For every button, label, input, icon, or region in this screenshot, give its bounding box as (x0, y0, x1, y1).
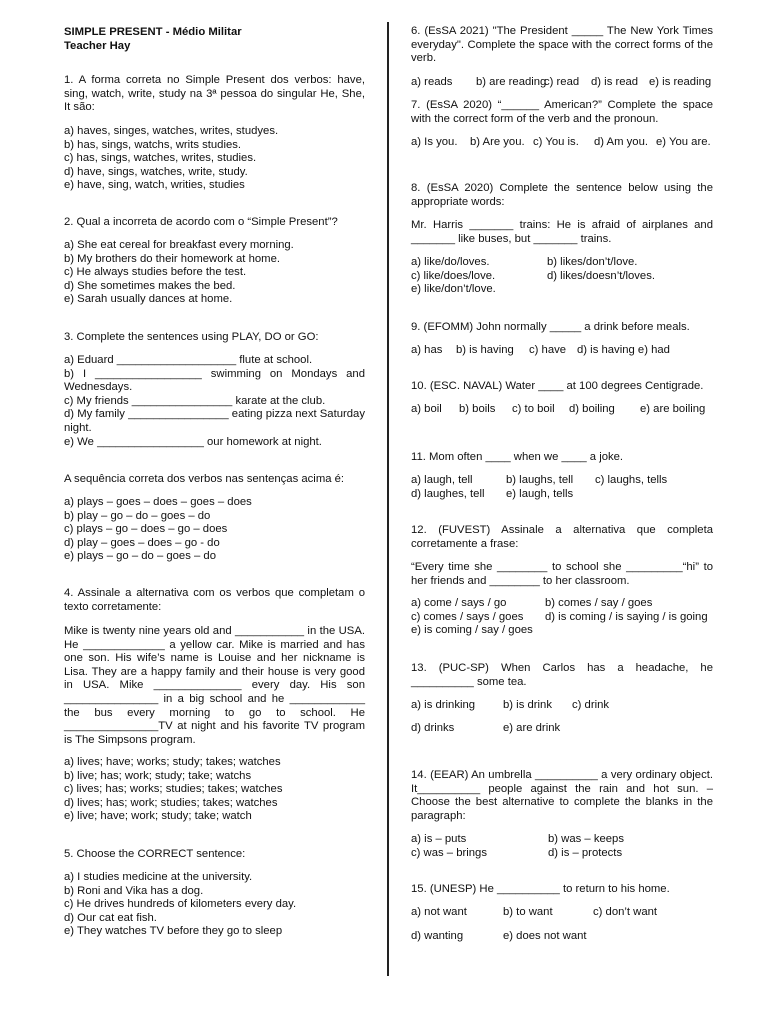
question-prompt: 14. (EEAR) An umbrella __________ a very ordinary object. It__________ people against the rain and hot sun. – Choose the best alternative to complete the blanks in the paragraph: (411, 769, 713, 822)
option: a) boil (411, 403, 442, 415)
option: b) boils (459, 403, 496, 415)
passage-text: Mr. Harris _______ trains: He is afraid of airplanes and _______ like buses, but _______ trains. (411, 219, 713, 245)
option: e) like/don’t/love. (411, 283, 496, 296)
question-12 (411, 524, 713, 551)
question-4-options (64, 756, 365, 824)
option: b) My brothers do their homework at home. (64, 252, 280, 265)
passage-text: Mike is twenty nine years old and ___________ in the USA. He _____________ a yellow car. Mike is married and has one son. His wife’s name is Louise and her nickname is Lisa. They are a happy family and their house is very good in USA. Mike ______________ every day. His son _______________ in a big school and he ____________ the bus every morning to go to school. He _______________TV at night and his favorite TV program is The Simpsons program. (64, 625, 365, 746)
option: a) not want (411, 906, 467, 918)
question-3-options (64, 496, 365, 564)
option: e) plays – go – do – goes – do (64, 550, 216, 563)
options-row (411, 488, 713, 502)
options-row (411, 699, 713, 713)
question-15 (411, 883, 713, 897)
option: e) You are. (656, 136, 711, 148)
option: d) is coming / is saying / is going (545, 610, 708, 623)
option: a) like/do/loves. (411, 256, 490, 268)
column-divider (387, 22, 389, 976)
option: e) is reading (649, 76, 712, 88)
question-prompt: 7. (EsSA 2020) “______ American?” Complete the space with the correct form of the verb and the pronoun. (411, 99, 713, 125)
question-prompt: 5. Choose the CORRECT sentence: (64, 848, 246, 860)
question-prompt: 10. (ESC. NAVAL) Water ____ at 100 degrees Centigrade. (411, 380, 704, 392)
option: c) like/does/love. (411, 269, 496, 282)
question-5-options (64, 871, 365, 939)
option: a) haves, singes, watches, writes, studyes. (64, 125, 279, 137)
option: d) She sometimes makes the bed. (64, 279, 236, 292)
options-row (411, 847, 713, 861)
sentence: b) I _________________ swimming on Mondays and Wednesdays. (64, 367, 365, 394)
option: a) She eat cereal for breakfast every morning. (64, 239, 294, 251)
question-prompt: 13. (PUC-SP) When Carlos has a headache, he __________ some tea. (411, 662, 713, 688)
option: c) comes / says / goes (411, 610, 524, 623)
option: d) boiling (569, 403, 615, 415)
option: e) Sarah usually dances at home. (64, 293, 233, 306)
option: e) have, sing, watch, writies, studies (64, 179, 245, 192)
option: b) is having (456, 344, 514, 356)
option: d) lives; has; work; studies; takes; watches (64, 796, 278, 809)
option: d) Am you. (594, 136, 648, 148)
question-9-options (411, 344, 713, 358)
question-9 (411, 321, 713, 335)
option: b) was – keeps (548, 833, 624, 845)
option: d) drinks (411, 721, 455, 734)
option: c) He drives hundreds of kilometers every day. (64, 898, 297, 911)
question-13 (411, 662, 713, 689)
question-4 (64, 587, 365, 614)
option: b) has, sings, watchs, writs studies. (64, 138, 242, 151)
option: e) They watches TV before they go to sleep (64, 925, 283, 938)
option: a) Is you. (411, 136, 458, 148)
question-10-options (411, 403, 713, 417)
options-row (411, 344, 713, 358)
question-4-text (64, 625, 365, 747)
passage-text: “Every time she ________ to school she _________“hi” to her friends and ________ to her classroom. (411, 561, 713, 587)
option: d) is read (591, 76, 639, 88)
question-14-options (411, 833, 713, 860)
sentence: d) My family ________________ eating pizza next Saturday night. (64, 408, 365, 434)
question-10 (411, 380, 713, 394)
option: e) is coming / say / goes (411, 624, 533, 637)
option: a) plays – goes – does – goes – does (64, 496, 252, 508)
question-prompt: 3. Complete the sentences using PLAY, DO or GO: (64, 331, 319, 343)
option: d) play – goes – does – go - do (64, 536, 220, 549)
question-prompt: 11. Mom often ____ when we ____ a joke. (411, 451, 624, 463)
question-2-options (64, 239, 365, 307)
option: e) laugh, tells (506, 487, 574, 500)
option: d) laughes, tell (411, 487, 485, 500)
option: e) are drink (503, 721, 561, 734)
options-row (411, 283, 713, 297)
question-8-options (411, 256, 713, 297)
question-prompt: 15. (UNESP) He __________ to return to his home. (411, 883, 670, 895)
options-row (411, 474, 713, 488)
option: b) Are you. (470, 136, 525, 148)
options-row (411, 256, 713, 270)
question-7 (411, 99, 713, 126)
option: b) play – go – do – goes – do (64, 509, 211, 522)
question-3-question (64, 473, 365, 487)
option: d) is – protects (548, 846, 623, 859)
option: b) live; has; work; study; take; watchs (64, 769, 252, 782)
option: c) plays – go – does – go – does (64, 523, 228, 536)
option: c) You is. (533, 136, 579, 148)
question-7-options (411, 136, 713, 150)
sentence: a) Eduard ___________________ flute at school. (64, 354, 313, 366)
option: d) wanting (411, 929, 464, 942)
options-row (411, 833, 713, 847)
option: b) is drink (503, 699, 552, 711)
options-row (411, 906, 713, 920)
option: b) laughs, tell (506, 474, 574, 486)
question-prompt: 8. (EsSA 2020) Complete the sentence below using the appropriate words: (411, 182, 713, 208)
options-row (411, 597, 713, 611)
options-row (411, 136, 713, 150)
option: c) have (529, 344, 567, 356)
question-3-sentences (64, 354, 365, 449)
option: b) Roni and Vika has a dog. (64, 884, 204, 897)
question-1-options (64, 125, 365, 193)
option: c) to boil (512, 403, 555, 415)
question-prompt: 9. (EFOMM) John normally _____ a drink before meals. (411, 321, 690, 333)
options-row (411, 403, 713, 417)
option: b) comes / say / goes (545, 597, 653, 609)
option: a) is – puts (411, 833, 467, 845)
question-2 (64, 216, 365, 230)
option: b) likes/don’t/love. (547, 256, 638, 268)
question-12-text (411, 561, 713, 588)
options-row (411, 611, 713, 625)
question-8 (411, 182, 713, 209)
option: b) to want (503, 906, 553, 918)
option: e) are boiling (640, 403, 706, 415)
question-6-options (411, 76, 713, 90)
option: d) likes/doesn’t/loves. (547, 269, 655, 282)
question-prompt: A sequência correta dos verbos nas sentenças acima é: (64, 473, 345, 485)
option: a) lives; have; works; study; takes; watches (64, 756, 281, 768)
question-prompt: 4. Assinale a alternativa com os verbos que completam o texto corretamente: (64, 587, 365, 613)
option: a) reads (411, 76, 453, 88)
question-5 (64, 848, 365, 862)
options-row (411, 722, 713, 736)
question-11-options (411, 474, 713, 501)
option: e) does not want (503, 929, 587, 942)
options-row (411, 930, 713, 944)
option: c) read (544, 76, 580, 88)
page-subtitle: Teacher Hay (64, 40, 131, 52)
option: a) is drinking (411, 699, 476, 711)
question-3 (64, 331, 365, 345)
question-14 (411, 769, 713, 823)
option: a) has (411, 344, 443, 356)
question-13-options (411, 699, 713, 735)
option: c) was – brings (411, 846, 487, 859)
option: c) He always studies before the test. (64, 266, 247, 279)
option: d) have, sings, watches, write, study. (64, 165, 248, 178)
options-row (411, 270, 713, 284)
question-6 (411, 25, 713, 66)
question-8-text (411, 219, 713, 246)
question-11 (411, 451, 713, 465)
sentence: c) My friends ________________ karate at the club. (64, 394, 326, 407)
question-prompt: 2. Qual a incorreta de acordo com o “Simple Present”? (64, 216, 338, 228)
question-15-options (411, 906, 713, 943)
option: b) are reading (476, 76, 547, 88)
option: c) laughs, tells (595, 474, 668, 486)
option: d) is having e) had (577, 344, 670, 356)
option: c) drink (572, 699, 610, 711)
option: c) lives; has; works; studies; takes; watches (64, 783, 283, 796)
page-title: SIMPLE PRESENT - Médio Militar (64, 26, 242, 38)
option: c) don’t want (593, 906, 658, 918)
option: c) has, sings, watches, writes, studies. (64, 152, 257, 165)
sentence: e) We _________________ our homework at night. (64, 435, 322, 448)
question-1 (64, 74, 365, 115)
option: d) Our cat eat fish. (64, 911, 157, 924)
options-row (411, 624, 713, 638)
options-row (411, 76, 713, 90)
question-prompt: 6. (EsSA 2021) "The President _____ The New York Times everyday". Complete the space with the correct forms of the verb. (411, 25, 713, 65)
option: a) I studies medicine at the university. (64, 871, 253, 883)
question-prompt: 12. (FUVEST) Assinale a alternativa que completa corretamente a frase: (411, 524, 713, 550)
option: e) live; have; work; study; take; watch (64, 810, 252, 823)
question-12-options (411, 597, 713, 638)
option: a) laugh, tell (411, 474, 473, 486)
option: a) come / says / go (411, 597, 507, 609)
question-prompt: 1. A forma correta no Simple Present dos verbos: have, sing, watch, write, study na 3ª pessoa do singular He, She, It são: (64, 74, 365, 114)
